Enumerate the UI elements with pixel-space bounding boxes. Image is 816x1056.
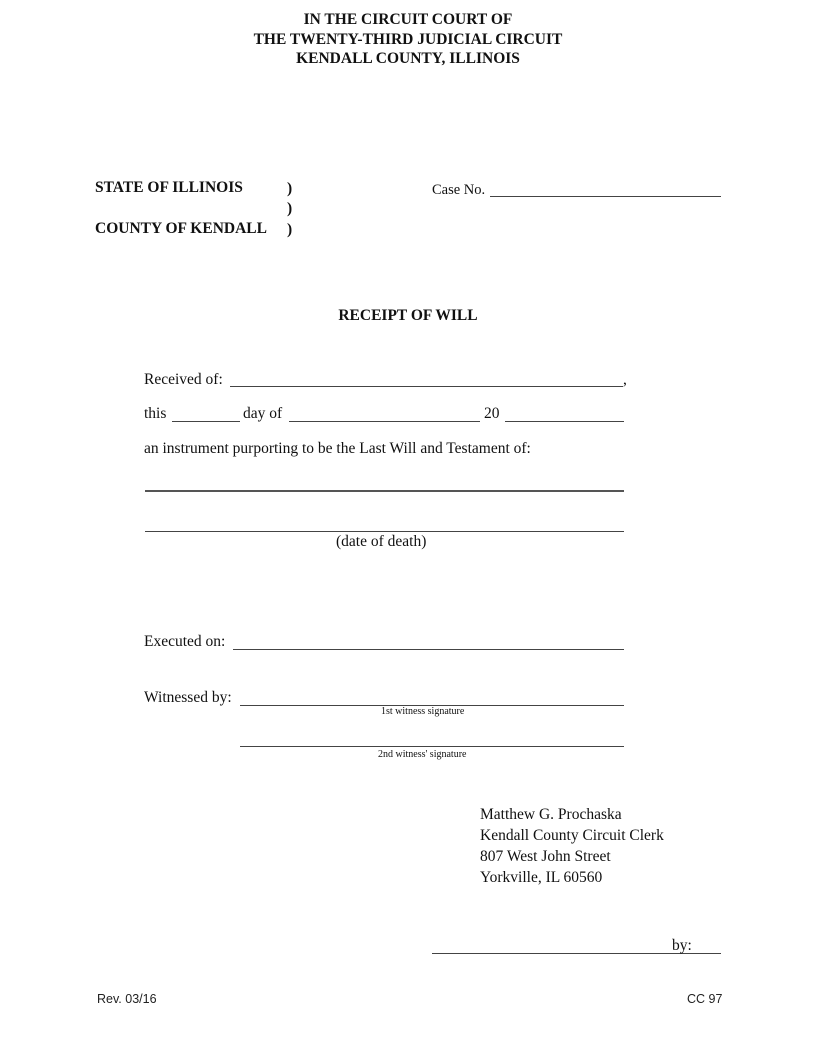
witnessed-by-label: Witnessed by: bbox=[144, 689, 232, 706]
court-header-line2: THE TWENTY-THIRD JUDICIAL CIRCUIT bbox=[253, 30, 563, 48]
witness2-caption: 2nd witness' signature bbox=[378, 749, 467, 760]
court-header-line1: IN THE CIRCUIT COURT OF bbox=[303, 11, 513, 28]
date-of-death-field[interactable] bbox=[145, 531, 624, 532]
case-no-label: Case No. bbox=[432, 182, 486, 198]
witness1-caption: 1st witness signature bbox=[381, 706, 465, 717]
venue-paren-2: ) bbox=[287, 200, 293, 217]
day-of-label: day of bbox=[243, 405, 283, 422]
received-of-comma: , bbox=[623, 371, 627, 388]
executed-on-label: Executed on: bbox=[144, 633, 226, 650]
day-field[interactable] bbox=[172, 421, 240, 422]
month-field[interactable] bbox=[289, 421, 480, 422]
clerk-title: Kendall County Circuit Clerk bbox=[480, 827, 664, 844]
received-of-field[interactable] bbox=[230, 386, 623, 387]
instrument-text: an instrument purporting to be the Last Will and Testament of: bbox=[144, 440, 531, 457]
testator-name-field[interactable] bbox=[145, 490, 624, 492]
clerk-street: 807 West John Street bbox=[480, 848, 611, 865]
document-title: RECEIPT OF WILL bbox=[338, 307, 478, 324]
witness2-signature-field[interactable] bbox=[240, 746, 624, 747]
court-header-line3: KENDALL COUNTY, ILLINOIS bbox=[296, 50, 520, 67]
venue-paren-3: ) bbox=[287, 221, 293, 238]
year-field[interactable] bbox=[505, 421, 624, 422]
form-code: CC 97 bbox=[687, 992, 723, 1006]
year-prefix: 20 bbox=[484, 405, 500, 422]
revision-label: Rev. 03/16 bbox=[97, 992, 157, 1006]
venue-state: STATE OF ILLINOIS bbox=[95, 179, 243, 196]
court-header bbox=[0, 10, 816, 69]
case-no-field[interactable] bbox=[490, 196, 721, 197]
executed-on-field[interactable] bbox=[233, 649, 624, 650]
this-label: this bbox=[144, 405, 167, 422]
date-of-death-caption: (date of death) bbox=[336, 533, 427, 550]
clerk-city: Yorkville, IL 60560 bbox=[480, 869, 603, 886]
by-label: by: bbox=[672, 937, 692, 954]
venue-paren-1: ) bbox=[287, 180, 293, 197]
venue-county: COUNTY OF KENDALL bbox=[95, 220, 267, 237]
received-of-label: Received of: bbox=[144, 371, 223, 388]
clerk-address-block bbox=[480, 804, 664, 888]
clerk-name: Matthew G. Prochaska bbox=[480, 806, 622, 823]
